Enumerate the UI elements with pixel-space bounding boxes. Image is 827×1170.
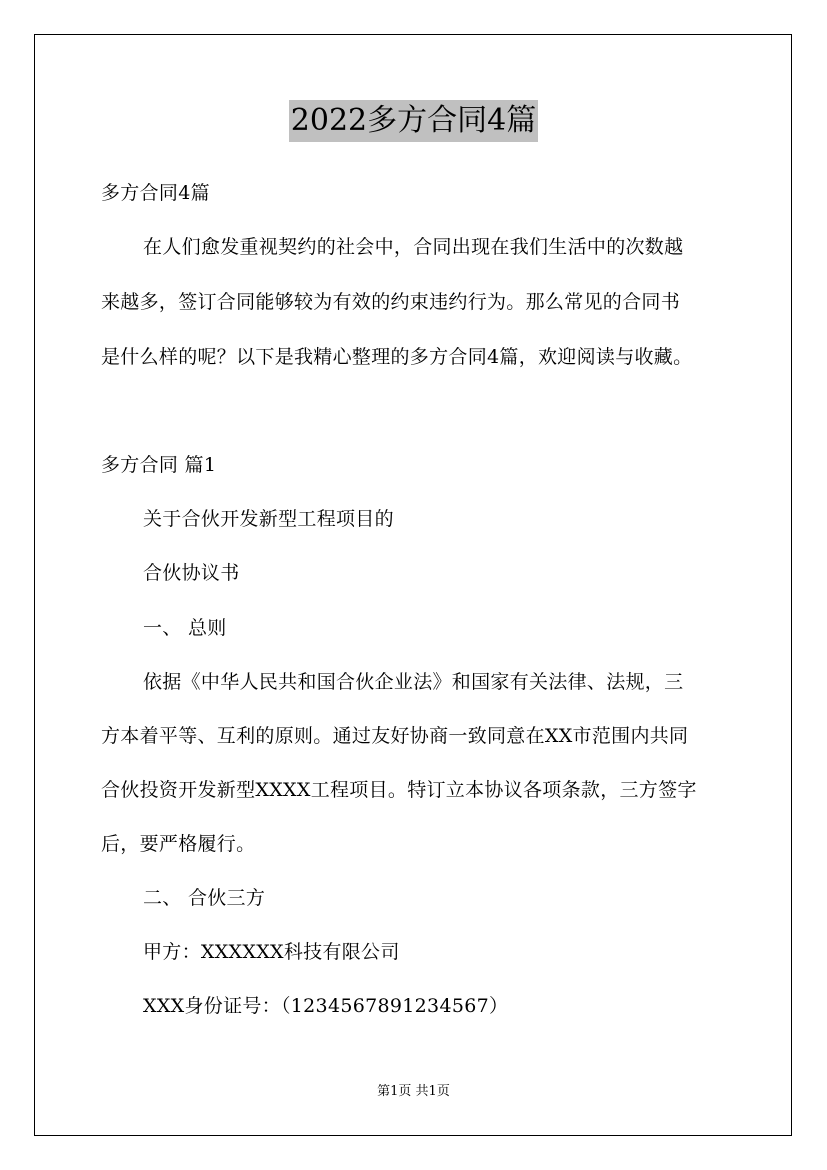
- intro-line-3: 是什么样的呢？以下是我精心整理的多方合同4篇，欢迎阅读与收藏。: [101, 346, 693, 368]
- clause-1-line-1: 依据《中华人民共和国合伙企业法》和国家有关法律、法规，三: [143, 671, 684, 693]
- intro-line-2: 来越多，签订合同能够较为有效的约束违约行为。那么常见的合同书: [101, 291, 681, 313]
- clause-2-heading: 二、 合伙三方: [143, 887, 266, 909]
- document-subtitle: 多方合同4篇: [101, 182, 210, 204]
- title-container: [0, 100, 827, 142]
- clause-1-line-4: 后，要严格履行。: [101, 833, 256, 855]
- party-a-line: 甲方：XXXXXX科技有限公司: [143, 941, 400, 963]
- section-heading: 多方合同 篇1: [101, 454, 217, 476]
- document-title: 2022多方合同4篇: [289, 100, 538, 142]
- page-footer: [0, 1083, 827, 1101]
- clause-1-heading: 一、 总则: [143, 617, 227, 639]
- page-number-label: 第1页 共1页: [377, 1084, 450, 1099]
- clause-1-line-2: 方本着平等、互利的原则。通过友好协商一致同意在XX市范围内共同: [101, 725, 689, 747]
- intro-line-1: 在人们愈发重视契约的社会中，合同出现在我们生活中的次数越: [143, 236, 684, 258]
- contract-title-line-2: 合伙协议书: [143, 562, 240, 584]
- contract-title-line-1: 关于合伙开发新型工程项目的: [143, 508, 394, 530]
- party-a-id-line: XXX身份证号：（1234567891234567）: [143, 995, 509, 1017]
- clause-1-line-3: 合伙投资开发新型XXXX工程项目。特订立本协议各项条款，三方签字: [101, 779, 697, 801]
